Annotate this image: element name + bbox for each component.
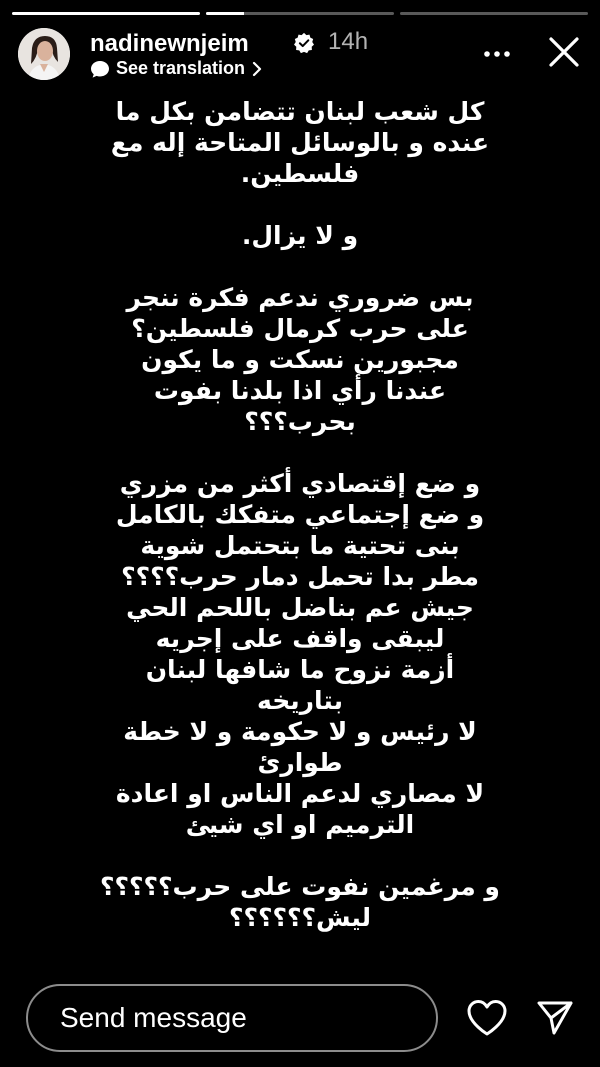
chevron-right-icon	[251, 61, 263, 77]
story-line: لا رئيس و لا حكومة و لا خطة	[123, 717, 477, 746]
story-line: لا مصاري لدعم الناس او اعادة	[115, 779, 485, 808]
story-line: بحرب؟؟؟	[244, 407, 356, 436]
see-translation-button[interactable]	[90, 58, 263, 79]
verified-badge-icon	[293, 32, 315, 54]
speech-bubble-icon	[90, 59, 110, 79]
story-line: و مرغمين نفوت على حرب؟؟؟؟؟	[100, 872, 500, 901]
story-line: مطر بدا تحمل دمار حرب؟؟؟؟	[121, 562, 479, 591]
story-line: عنده و بالوسائل المتاحة إله مع	[110, 128, 490, 157]
story-line: كل شعب لبنان تتضامن بكل ما	[115, 97, 485, 126]
post-time: 14h	[328, 28, 369, 55]
progress-segment-1	[12, 12, 200, 15]
username[interactable]: nadinewnjeim	[90, 30, 249, 57]
story-header	[18, 28, 582, 84]
avatar[interactable]	[18, 28, 70, 80]
story-text	[100, 96, 500, 964]
story-line: بس ضروري ندعم فكرة ننجر	[126, 283, 474, 312]
story-paragraph	[100, 871, 500, 933]
story-line: طوارئ	[257, 748, 343, 777]
story-paragraph	[100, 220, 500, 251]
story-line: ليبقى واقف على إجريه	[155, 624, 445, 653]
story-line: الترميم او اي شيئ	[185, 810, 415, 839]
story-paragraph	[100, 282, 500, 437]
send-icon[interactable]	[536, 1000, 574, 1036]
story-line: بنى تحتية ما بتحتمل شوية	[140, 531, 460, 560]
send-message-input[interactable]	[26, 984, 438, 1052]
heart-icon[interactable]	[466, 998, 508, 1038]
close-icon[interactable]	[546, 34, 582, 70]
story-progress-bar	[12, 12, 588, 15]
story-line: و ضع إجتماعي متفكك بالكامل	[115, 500, 485, 529]
story-paragraph	[100, 468, 500, 840]
see-translation-label: See translation	[116, 58, 246, 78]
story-paragraph	[100, 96, 500, 189]
story-line: بتاريخه	[257, 686, 343, 715]
progress-segment-3	[400, 12, 588, 15]
story-line: و لا يزال.	[241, 221, 359, 250]
progress-segment-2	[206, 12, 394, 15]
story-line: أزمة نزوح ما شافها لبنان	[145, 655, 455, 684]
story-line: فلسطين.	[240, 159, 360, 188]
story-line: عندنا رأي اذا بلدنا بفوت	[153, 376, 447, 405]
more-dots-icon[interactable]	[482, 42, 512, 66]
story-footer	[26, 984, 574, 1054]
story-line: مجبورين نسكت و ما يكون	[141, 345, 459, 374]
story-line: ليش؟؟؟؟؟؟	[229, 903, 371, 932]
story-line: جيش عم بناضل باللحم الحي	[126, 593, 474, 622]
story-line: على حرب كرمال فلسطين؟	[131, 314, 469, 343]
story-line: و ضع إقتصادي أكثر من مزري	[119, 469, 481, 498]
